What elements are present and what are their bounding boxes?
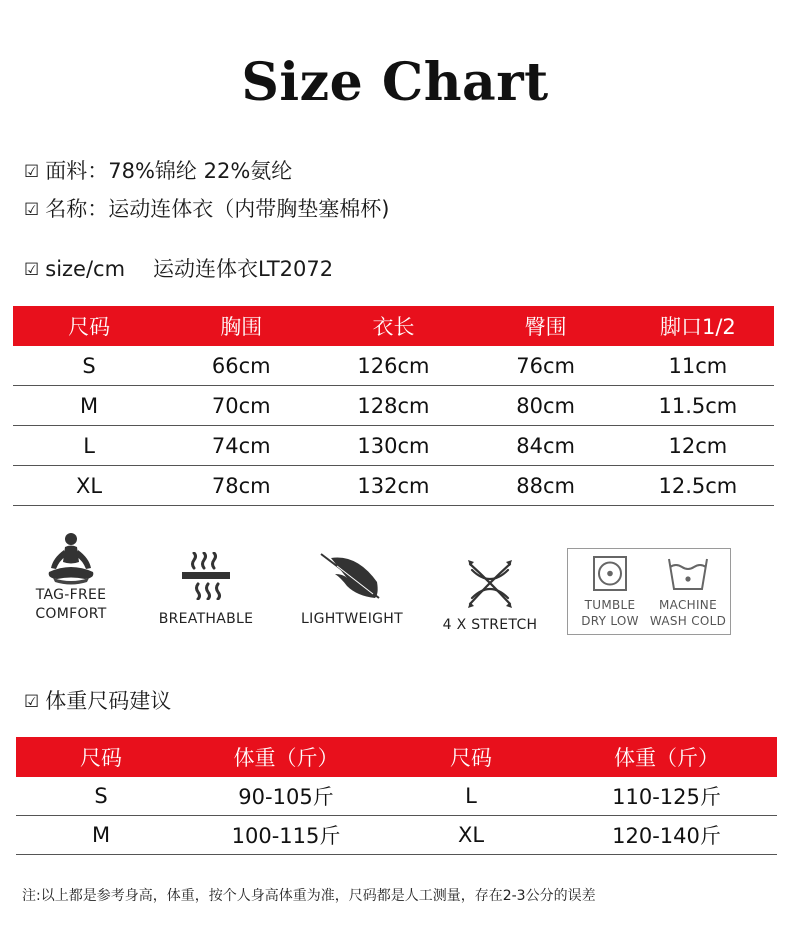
meditation-icon bbox=[41, 532, 101, 586]
material-value: 78%锦纶 22%氨纶 bbox=[108, 159, 293, 183]
column-header: 脚口1/2 bbox=[622, 306, 774, 346]
checkmark-icon: ☑ bbox=[24, 200, 40, 220]
table-cell: 70cm bbox=[165, 386, 317, 426]
column-header: 体重（斤） bbox=[556, 737, 777, 777]
table-cell: 90-105斤 bbox=[186, 777, 386, 816]
table-cell: 80cm bbox=[470, 386, 622, 426]
column-header: 臀围 bbox=[470, 306, 622, 346]
name-line bbox=[24, 193, 389, 223]
table-cell: 100-115斤 bbox=[186, 816, 386, 855]
feature-icons-row bbox=[0, 528, 790, 643]
care-label: DRY LOW bbox=[581, 614, 639, 628]
size-table bbox=[13, 306, 774, 506]
table-cell: 12cm bbox=[622, 426, 774, 466]
care-machine-wash bbox=[648, 555, 728, 629]
feature-label: TAG-FREE bbox=[35, 587, 107, 603]
table-row bbox=[13, 426, 774, 466]
weight-table-header bbox=[16, 737, 777, 777]
table-cell: 84cm bbox=[470, 426, 622, 466]
table-cell: 74cm bbox=[165, 426, 317, 466]
column-header: 尺码 bbox=[13, 306, 165, 346]
table-row bbox=[13, 386, 774, 426]
table-row bbox=[16, 816, 777, 855]
care-label: MACHINE bbox=[659, 598, 717, 612]
table-cell: L bbox=[386, 777, 556, 816]
column-header: 尺码 bbox=[386, 737, 556, 777]
table-cell: L bbox=[13, 426, 165, 466]
model-name: 运动连体衣LT2072 bbox=[153, 257, 334, 281]
table-row bbox=[16, 777, 777, 816]
size-table-header bbox=[13, 306, 774, 346]
weight-section-title: 体重尺码建议 bbox=[45, 689, 172, 713]
feature-label: 4 X STRETCH bbox=[442, 617, 538, 633]
table-cell: 66cm bbox=[165, 346, 317, 386]
column-header: 胸围 bbox=[165, 306, 317, 346]
table-cell: 12.5cm bbox=[622, 466, 774, 506]
feature-lightweight bbox=[290, 552, 414, 629]
column-header: 尺码 bbox=[16, 737, 186, 777]
feature-label: BREATHABLE bbox=[158, 611, 254, 627]
checkmark-icon: ☑ bbox=[24, 692, 40, 712]
weight-section-heading bbox=[24, 685, 171, 715]
name-label: 名称： bbox=[45, 197, 109, 221]
table-cell: S bbox=[13, 346, 165, 386]
tumble-dry-icon bbox=[590, 555, 630, 593]
breathable-icon bbox=[176, 552, 236, 600]
table-cell: 11cm bbox=[622, 346, 774, 386]
machine-wash-icon bbox=[666, 555, 710, 593]
feature-breathable bbox=[150, 552, 262, 629]
table-cell: M bbox=[16, 816, 186, 855]
table-cell: 132cm bbox=[317, 466, 469, 506]
table-cell: 128cm bbox=[317, 386, 469, 426]
name-value: 运动连体衣（内带胸垫塞棉杯) bbox=[108, 197, 390, 221]
table-cell: 88cm bbox=[470, 466, 622, 506]
column-header: 体重（斤） bbox=[186, 737, 386, 777]
material-label: 面料： bbox=[45, 159, 109, 183]
checkmark-icon: ☑ bbox=[24, 162, 40, 182]
table-cell: 120-140斤 bbox=[556, 816, 777, 855]
size-unit-line bbox=[24, 253, 333, 283]
care-tumble-dry bbox=[570, 555, 650, 629]
checkmark-icon: ☑ bbox=[24, 260, 40, 280]
table-cell: 76cm bbox=[470, 346, 622, 386]
care-label: TUMBLE bbox=[584, 598, 636, 612]
care-label: WASH COLD bbox=[649, 614, 727, 628]
table-cell: S bbox=[16, 777, 186, 816]
table-cell: M bbox=[13, 386, 165, 426]
feature-stretch bbox=[432, 556, 548, 635]
table-row bbox=[13, 346, 774, 386]
table-cell: 130cm bbox=[317, 426, 469, 466]
table-cell: XL bbox=[13, 466, 165, 506]
table-cell: 11.5cm bbox=[622, 386, 774, 426]
table-row bbox=[13, 466, 774, 506]
stretch-icon bbox=[460, 556, 520, 612]
material-line bbox=[24, 155, 292, 185]
table-cell: 78cm bbox=[165, 466, 317, 506]
page-title: Size Chart bbox=[241, 52, 549, 113]
feature-tag-free bbox=[22, 532, 120, 624]
column-header: 衣长 bbox=[317, 306, 469, 346]
weight-table bbox=[16, 737, 777, 855]
size-unit: size/cm bbox=[45, 257, 126, 281]
table-cell: 110-125斤 bbox=[556, 777, 777, 816]
feature-label: LIGHTWEIGHT bbox=[301, 611, 403, 627]
table-cell: 126cm bbox=[317, 346, 469, 386]
feather-icon bbox=[317, 552, 387, 602]
table-cell: XL bbox=[386, 816, 556, 855]
care-instructions-box bbox=[567, 548, 731, 635]
feature-label: COMFORT bbox=[35, 606, 107, 622]
footnote: 注:以上都是参考身高，体重，按个人身高体重为准，尺码都是人工测量，存在2-3公分的误差 bbox=[22, 888, 596, 904]
